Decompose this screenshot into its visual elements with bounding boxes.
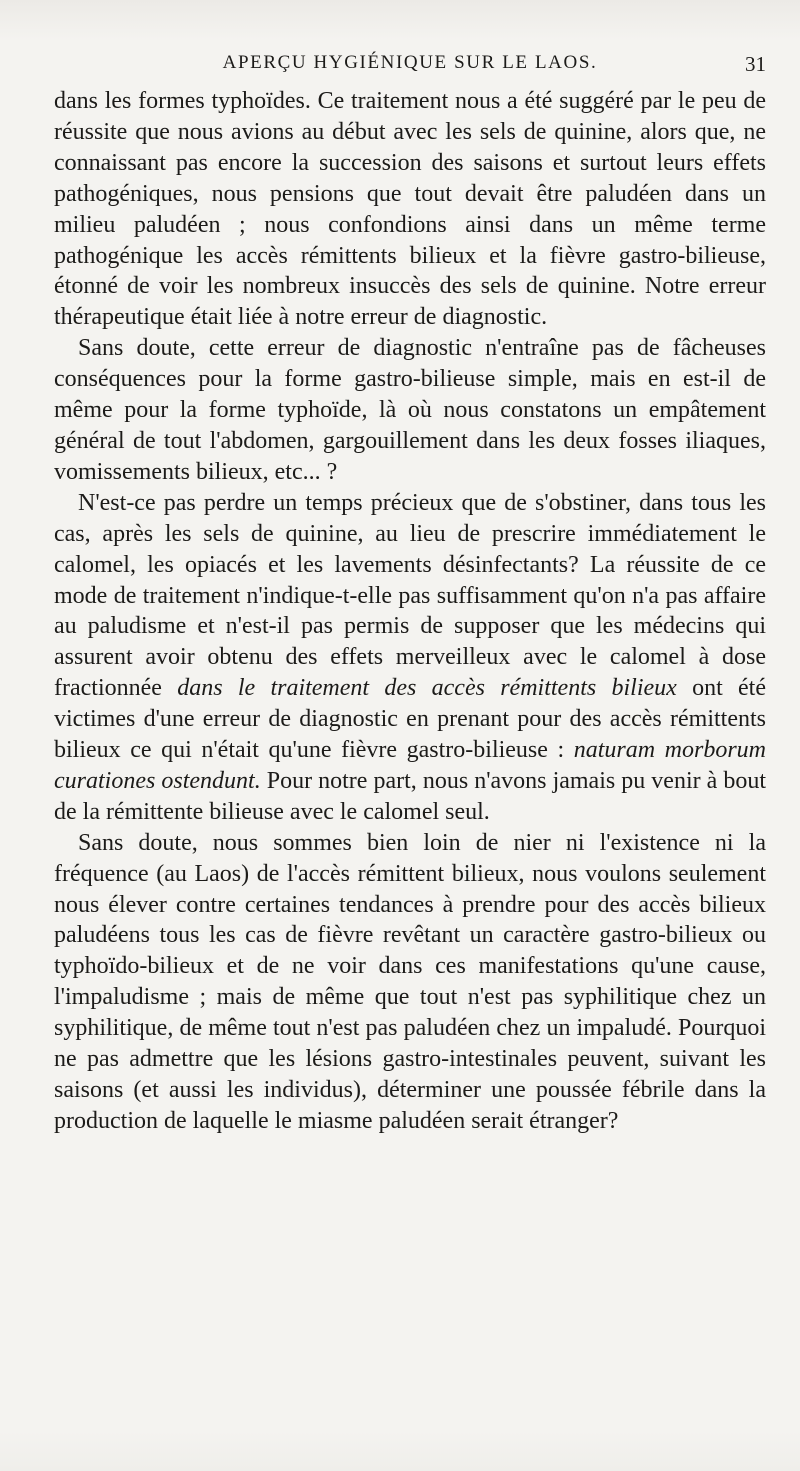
italic-text-segment: dans le traitement des accès rémittents bilieux [177, 675, 677, 702]
text-segment: Pour notre part, nous n'avons jamais pu venir à bout de la rémittente bilieuse avec le calomel seul. [54, 767, 767, 825]
paragraph [54, 828, 766, 1137]
running-title: APERÇU HYGIÉNIQUE SUR LE LAOS. [222, 52, 598, 73]
paragraph [54, 488, 766, 828]
text-segment: N'est-ce pas perdre un temps précieux que de s'obstiner, dans tous les cas, après les sels de quinine, au lieu de prescrire immédiatement le calomel, les opiacés et les lavements désinfectants? La réussite de ce mode de traitement n'indique-t-elle pas suffisamment qu'on n'a pas affaire au paludisme et n'est-il pas permis de supposer que les médecins qui assurent avoir obtenu des effets merveilleux avec le calomel à dose fractionnée [54, 489, 766, 702]
paragraph [54, 333, 766, 488]
paragraph [54, 86, 766, 333]
body-text [54, 86, 766, 1137]
latin-quotation: naturam morborum curationes ostendunt. [54, 737, 767, 794]
page-number: 31 [745, 52, 766, 76]
text-segment: Sans doute, cette erreur de diagnostic n'entraîne pas de fâcheuses conséquences pour la forme gastro-bilieuse simple, mais en est-il de même pour la forme typhoïde, là où nous constatons un empâtement général de tout l'abdomen, gargouillement dans les deux fosses iliaques, vomissements bilieux, etc... ? [54, 335, 766, 485]
page-header [54, 52, 766, 82]
text-segment: dans les formes typhoïdes. Ce traitement nous a été suggéré par le peu de réussite que nous avions au début avec les sels de quinine, alors que, ne connaissant pas encore la succession des saisons et surtout leurs effets pathogéniques, nous pensions que tout devait être paludéen dans un milieu paludéen ; nous confondions ainsi dans un même terme pathogénique les accès rémittents bilieux et la fièvre gastro-bilieuse, étonné de voir les nombreux insuccès des sels de quinine. Notre erreur thérapeutique était liée à notre erreur de diagnostic. [54, 88, 766, 331]
text-segment: ont été victimes d'une erreur de diagnostic en prenant pour des accès rémittents bilieux ce qui n'était qu'une fièvre gastro-bilieuse : [54, 675, 766, 764]
text-segment: Sans doute, nous sommes bien loin de nier ni l'existence ni la fréquence (au Laos) de l'accès rémittent bilieux, nous voulons seulement nous élever contre certaines tendances à prendre pour des accès bilieux paludéens tous les cas de fièvre revêtant un caractère gastro-bilieux ou typhoïdo-bilieux et de ne voir dans ces manifestations qu'une cause, l'impaludisme ; mais de même que tout n'est pas syphilitique chez un syphilitique, de même tout n'est pas paludéen chez un impaludé. Pourquoi ne pas admettre que les lésions gastro-intestinales peuvent, suivant les saisons (et aussi les individus), déterminer une poussée fébrile dans la production de laquelle le miasme paludéen serait étranger? [54, 829, 766, 1134]
